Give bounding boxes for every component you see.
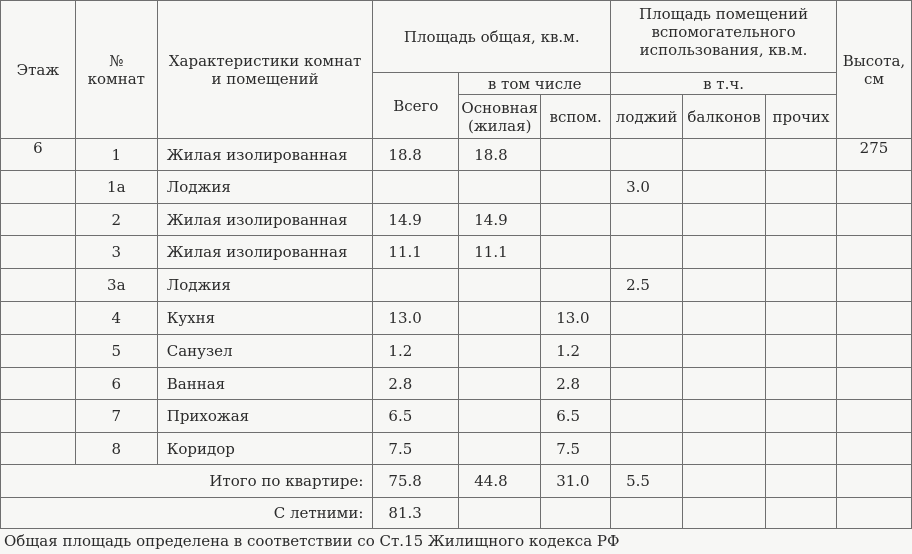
cell-total: 2.8 xyxy=(373,368,459,400)
cell-loggia xyxy=(611,302,683,335)
cell-room-name: Жилая изолированная xyxy=(157,236,373,269)
cell-room-no: 6 xyxy=(75,368,157,400)
cell-loggia: 2.5 xyxy=(611,269,683,302)
cell-room-name: Жилая изолированная xyxy=(157,204,373,236)
cell-total: 13.0 xyxy=(373,302,459,335)
summary-row xyxy=(1,465,912,498)
cell-room-name: Лоджия xyxy=(157,171,373,204)
header-loggias: лоджий xyxy=(611,95,683,139)
cell-loggia xyxy=(611,139,683,171)
header-area-aux: Площадь помещений вспомогательного использования, кв.м. xyxy=(611,1,837,73)
cell-balcony xyxy=(683,269,766,302)
summary-other xyxy=(766,465,837,498)
header-characteristics: Характеристики комнат и помещений xyxy=(157,1,373,139)
header-room-no: № комнат xyxy=(75,1,157,139)
cell-height xyxy=(836,171,911,204)
cell-main xyxy=(459,368,541,400)
cell-aux xyxy=(541,269,611,302)
table-row xyxy=(1,204,912,236)
summer-empty-cell xyxy=(766,498,837,529)
cell-main xyxy=(459,269,541,302)
cell-aux xyxy=(541,204,611,236)
cell-room-no: 1а xyxy=(75,171,157,204)
cell-floor xyxy=(1,302,76,335)
summer-total-value: 81.3 xyxy=(373,498,459,529)
cell-other xyxy=(766,204,837,236)
summer-empty-cell xyxy=(683,498,766,529)
cell-other xyxy=(766,433,837,465)
header-including: в том числе xyxy=(459,73,611,95)
cell-floor xyxy=(1,269,76,302)
cell-height xyxy=(836,269,911,302)
cell-room-name: Ванная xyxy=(157,368,373,400)
cell-balcony xyxy=(683,368,766,400)
cell-main xyxy=(459,302,541,335)
summary-main: 44.8 xyxy=(459,465,541,498)
cell-total xyxy=(373,171,459,204)
header-main-living: Основная (жилая) xyxy=(459,95,541,139)
cell-main xyxy=(459,335,541,368)
header-other: прочих xyxy=(766,95,837,139)
cell-total: 14.9 xyxy=(373,204,459,236)
cell-loggia xyxy=(611,335,683,368)
table-row xyxy=(1,368,912,400)
header-area-total: Площадь общая, кв.м. xyxy=(373,1,611,73)
summary-aux: 31.0 xyxy=(541,465,611,498)
table-row xyxy=(1,335,912,368)
cell-height xyxy=(836,400,911,433)
cell-main xyxy=(459,171,541,204)
cell-balcony xyxy=(683,302,766,335)
cell-floor: 6 xyxy=(1,139,76,171)
cell-room-no: 4 xyxy=(75,302,157,335)
table-row xyxy=(1,400,912,433)
cell-other xyxy=(766,400,837,433)
header-height: Высота, см xyxy=(836,1,911,139)
cell-total: 7.5 xyxy=(373,433,459,465)
summary-height xyxy=(836,465,911,498)
cell-total xyxy=(373,269,459,302)
cell-room-name: Кухня xyxy=(157,302,373,335)
cell-total: 1.2 xyxy=(373,335,459,368)
cell-height xyxy=(836,236,911,269)
cell-room-name: Жилая изолированная xyxy=(157,139,373,171)
cell-loggia xyxy=(611,204,683,236)
summary-label: Итого по квартире: xyxy=(1,465,373,498)
cell-height xyxy=(836,433,911,465)
cell-aux: 2.8 xyxy=(541,368,611,400)
table-row xyxy=(1,139,912,171)
cell-height xyxy=(836,204,911,236)
cell-balcony xyxy=(683,139,766,171)
cell-floor xyxy=(1,204,76,236)
cell-room-no: 8 xyxy=(75,433,157,465)
summary-balcony xyxy=(683,465,766,498)
cell-room-no: 5 xyxy=(75,335,157,368)
cell-other xyxy=(766,269,837,302)
header-aux: вспом. xyxy=(541,95,611,139)
cell-floor xyxy=(1,335,76,368)
header-floor: Этаж xyxy=(1,1,76,139)
cell-room-no: 2 xyxy=(75,204,157,236)
cell-other xyxy=(766,236,837,269)
cell-height xyxy=(836,335,911,368)
cell-other xyxy=(766,335,837,368)
cell-loggia xyxy=(611,368,683,400)
cell-floor xyxy=(1,368,76,400)
cell-floor xyxy=(1,171,76,204)
cell-room-name: Коридор xyxy=(157,433,373,465)
cell-other xyxy=(766,302,837,335)
cell-height: 275 xyxy=(836,139,911,171)
cell-main: 18.8 xyxy=(459,139,541,171)
cell-loggia: 3.0 xyxy=(611,171,683,204)
cell-room-name: Санузел xyxy=(157,335,373,368)
table-row xyxy=(1,433,912,465)
summer-empty-cell xyxy=(459,498,541,529)
cell-room-no: 1 xyxy=(75,139,157,171)
header-balconies: балконов xyxy=(683,95,766,139)
cell-other xyxy=(766,171,837,204)
cell-floor xyxy=(1,400,76,433)
cell-other xyxy=(766,368,837,400)
table-row xyxy=(1,302,912,335)
cell-main: 11.1 xyxy=(459,236,541,269)
cell-aux: 13.0 xyxy=(541,302,611,335)
cell-room-no: 3 xyxy=(75,236,157,269)
cell-balcony xyxy=(683,335,766,368)
cell-room-no: 7 xyxy=(75,400,157,433)
summary-total: 75.8 xyxy=(373,465,459,498)
summer-empty-cell xyxy=(836,498,911,529)
cell-room-name: Прихожая xyxy=(157,400,373,433)
cell-main xyxy=(459,400,541,433)
cell-total: 11.1 xyxy=(373,236,459,269)
cell-total: 18.8 xyxy=(373,139,459,171)
header-incl-short: в т.ч. xyxy=(611,73,837,95)
cell-aux: 7.5 xyxy=(541,433,611,465)
cell-other xyxy=(766,139,837,171)
cell-loggia xyxy=(611,236,683,269)
cell-aux xyxy=(541,236,611,269)
cell-main xyxy=(459,433,541,465)
cell-floor xyxy=(1,433,76,465)
cell-height xyxy=(836,302,911,335)
cell-height xyxy=(836,368,911,400)
summer-total-label: С летними: xyxy=(1,498,373,529)
summer-empty-cell xyxy=(611,498,683,529)
summary-loggia: 5.5 xyxy=(611,465,683,498)
cell-balcony xyxy=(683,171,766,204)
summer-total-row xyxy=(1,498,912,529)
cell-balcony xyxy=(683,433,766,465)
table-row xyxy=(1,269,912,302)
cell-balcony xyxy=(683,204,766,236)
table-row xyxy=(1,171,912,204)
cell-loggia xyxy=(611,400,683,433)
cell-aux xyxy=(541,171,611,204)
cell-aux xyxy=(541,139,611,171)
cell-loggia xyxy=(611,433,683,465)
table-row xyxy=(1,236,912,269)
cell-room-no: 3а xyxy=(75,269,157,302)
cell-room-name: Лоджия xyxy=(157,269,373,302)
cell-aux: 6.5 xyxy=(541,400,611,433)
cell-balcony xyxy=(683,400,766,433)
header-total: Всего xyxy=(373,73,459,139)
cell-total: 6.5 xyxy=(373,400,459,433)
cell-main: 14.9 xyxy=(459,204,541,236)
cell-balcony xyxy=(683,236,766,269)
summer-empty-cell xyxy=(541,498,611,529)
cell-floor xyxy=(1,236,76,269)
cell-aux: 1.2 xyxy=(541,335,611,368)
footer-note: Общая площадь определена в соответствии со Ст.15 Жилищного кодекса РФ xyxy=(4,532,620,550)
